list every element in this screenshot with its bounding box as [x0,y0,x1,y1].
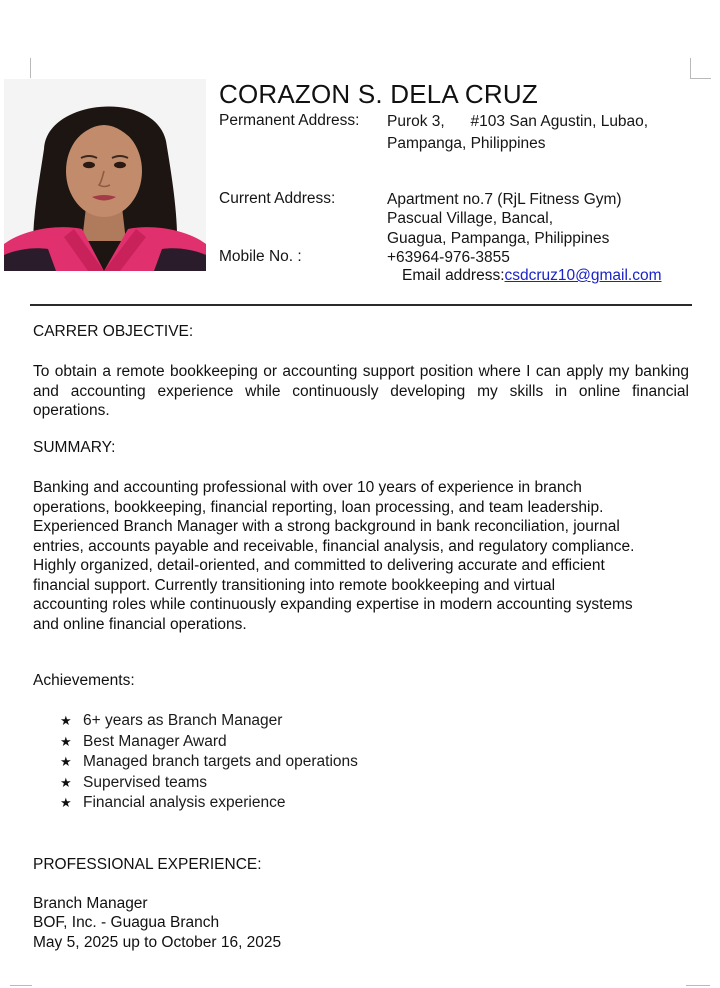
page-corner-mark [10,985,32,986]
objective-text: To obtain a remote bookkeeping or accounting support position where I can apply my banking and accounting experience while continuously developing my skills in online financial operations. [33,363,689,419]
page-corner-mark [30,58,31,78]
achievement-text: Best Manager Award [83,732,227,750]
achievement-text: Managed branch targets and operations [83,753,358,771]
email-row [402,267,662,285]
objective-heading: CARRER OBJECTIVE: [33,323,194,340]
current-address-line-1: Apartment no.7 (RjL Fitness Gym) [387,191,622,208]
summary-line: Experienced Branch Manager with a strong background in bank reconciliation, journal [33,518,620,535]
current-address-label: Current Address: [219,190,336,207]
star-bullet-icon: ★ [60,774,72,790]
company-name: BOF, Inc. - Guagua Branch [33,914,220,931]
email-label: Email address: [402,267,505,284]
achievements-list [60,711,358,814]
profile-photo [4,79,206,271]
summary-line: entries, accounts payable and receivable, financial analysis, and regulatory compliance. [33,537,635,555]
current-address-line-2: Pascual Village, Bancal, [387,210,554,227]
star-bullet-icon: ★ [60,713,72,728]
list-item [60,711,358,732]
list-item [60,773,358,794]
achievements-heading: Achievements: [33,672,135,689]
mobile-number: +63964-976-3855 [387,249,510,266]
star-bullet-icon: ★ [60,754,72,770]
job-title: Branch Manager [33,895,148,912]
page-corner-mark [686,985,710,986]
permanent-address-label: Permanent Address: [219,112,360,129]
achievement-text: 6+ years as Branch Manager [83,712,283,729]
summary-line: accounting roles while continuously expanding expertise in modern accounting systems [33,596,633,613]
list-item [60,732,358,753]
page-corner-mark [690,58,711,79]
achievement-text: Financial analysis experience [83,794,286,812]
email-link[interactable]: csdcruz10@gmail.com [504,267,662,284]
experience-heading: PROFESSIONAL EXPERIENCE: [33,856,262,873]
summary-line: financial support. Currently transitioning into remote bookkeeping and virtual [33,576,556,594]
applicant-name: CORAZON S. DELA CRUZ [219,79,538,109]
permanent-address-line-1: Purok 3, #103 San Agustin, Lubao, [387,113,649,130]
summary-line: Highly organized, detail-oriented, and committed to delivering accurate and efficient [33,557,605,574]
summary-line: operations, bookkeeping, financial reporting, loan processing, and team leadership. [33,498,604,516]
star-bullet-icon: ★ [60,795,72,811]
list-item [60,752,358,773]
summary-heading: SUMMARY: [33,439,116,456]
summary-line: and online financial operations. [33,615,247,633]
current-address-line-3: Guagua, Pampanga, Philippines [387,230,610,247]
mobile-label: Mobile No. : [219,248,302,265]
header-divider [30,304,692,306]
summary-line: Banking and accounting professional with over 10 years of experience in branch [33,479,582,496]
employment-dates: May 5, 2025 up to October 16, 2025 [33,934,282,951]
permanent-address-line-2: Pampanga, Philippines [387,135,546,152]
achievement-text: Supervised teams [83,773,208,791]
summary-text [33,478,634,634]
star-bullet-icon: ★ [60,733,72,749]
list-item [60,793,358,814]
